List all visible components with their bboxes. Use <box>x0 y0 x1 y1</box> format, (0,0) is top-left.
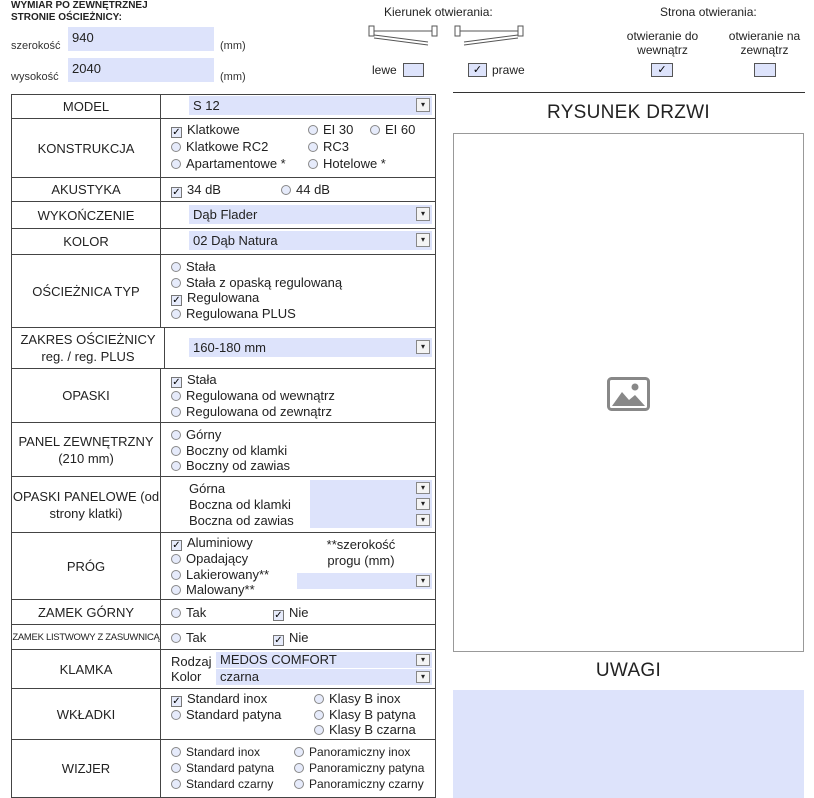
radio-button[interactable] <box>314 694 324 704</box>
panel-label: PANEL ZEWNĘTRZNY (210 mm) <box>12 423 161 476</box>
wizjer-option[interactable]: Panoramiczny czarny <box>294 777 424 792</box>
radio-button[interactable] <box>171 142 181 152</box>
opaski-panelowe-item-label: Boczna od klamki <box>189 497 291 512</box>
akustyka-label: AKUSTYKA <box>12 178 161 201</box>
side-outward-label: otwieranie na zewnątrz <box>728 29 801 57</box>
opaski-option[interactable]: ✓ Stała <box>172 372 217 388</box>
prog-width-select[interactable] <box>297 573 432 589</box>
wkladki-option[interactable]: ✓ Standard inox <box>172 691 268 707</box>
door-drawing-area <box>453 133 804 652</box>
klamka-label: KLAMKA <box>12 650 161 688</box>
wizjer-option[interactable]: Panoramiczny inox <box>294 745 410 760</box>
model-label: MODEL <box>12 95 161 118</box>
radio-button[interactable] <box>308 142 318 152</box>
radio-button[interactable] <box>314 710 324 720</box>
opaski-panelowe-klamka-select[interactable] <box>310 496 432 512</box>
wkladki-option[interactable]: Standard patyna <box>171 707 281 722</box>
row-konstrukcja <box>12 119 435 178</box>
model-value: S 12 <box>193 98 220 113</box>
uwagi-title: UWAGI <box>595 660 662 681</box>
radio-button[interactable] <box>171 461 181 471</box>
chevron-down-icon[interactable]: ▾ <box>416 514 430 526</box>
opaski-option[interactable]: Regulowana od zewnątrz <box>171 404 332 419</box>
row-opaski-panelowe <box>12 477 435 533</box>
radio-button[interactable] <box>171 585 181 595</box>
konstrukcja-option[interactable]: Apartamentowe * <box>171 156 286 171</box>
image-icon <box>607 377 650 411</box>
row-prog <box>12 533 435 600</box>
radio-button[interactable] <box>171 710 181 720</box>
wkladki-option[interactable]: Klasy B czarna <box>314 722 416 737</box>
radio-button[interactable] <box>171 430 181 440</box>
radio-button[interactable] <box>171 763 181 773</box>
checkbox-checked[interactable]: ✓ <box>274 610 283 621</box>
direction-right-label: prawe <box>492 63 525 77</box>
wkladki-option[interactable]: Klasy B inox <box>314 691 401 706</box>
side-title: Strona otwierania: <box>660 5 757 19</box>
zamek-listwowy-label: ZAMEK LISTWOWY Z ZASUWNICĄ <box>12 625 161 649</box>
radio-button[interactable] <box>171 747 181 757</box>
zamek-gorny-label: ZAMEK GÓRNY <box>12 600 161 624</box>
width-label: szerokość <box>11 40 61 52</box>
oscieznica-typ-label: OŚCIEŻNICA TYP <box>12 255 161 327</box>
opaski-panelowe-item-label: Boczna od zawias <box>189 513 294 528</box>
chevron-down-icon[interactable]: ▾ <box>416 482 430 494</box>
opaski-panelowe-gorna-select[interactable] <box>310 480 432 496</box>
wizjer-option[interactable]: Standard czarny <box>171 777 273 792</box>
height-label: wysokość <box>11 71 59 83</box>
checkbox-checked[interactable]: ✓ <box>172 696 181 707</box>
row-wizjer <box>12 740 435 797</box>
door-right-diagram <box>454 22 524 58</box>
chevron-down-icon[interactable]: ▾ <box>416 498 430 510</box>
radio-button[interactable] <box>171 407 181 417</box>
radio-button[interactable] <box>171 633 181 643</box>
klamka-kolor-select[interactable] <box>216 669 432 685</box>
row-zamek-listwowy <box>12 625 435 650</box>
uwagi-textarea[interactable] <box>453 690 804 798</box>
height-unit: (mm) <box>220 71 246 83</box>
zamek-gorny-option[interactable]: ✓ Nie <box>274 605 309 621</box>
direction-left-label: lewe <box>372 63 397 77</box>
radio-button[interactable] <box>171 554 181 564</box>
door-left-diagram <box>368 22 438 58</box>
klamka-kolor-label: Kolor <box>171 669 202 684</box>
klamka-kolor-value: czarna <box>220 669 260 684</box>
opaski-panelowe-label: OPASKI PANELOWE (od strony klatki) <box>12 477 161 532</box>
prog-option[interactable]: Opadający <box>171 551 248 566</box>
wizjer-option[interactable]: Standard inox <box>171 745 260 760</box>
row-zakres <box>12 328 435 369</box>
konstrukcja-option[interactable]: Klatkowe RC2 <box>171 139 268 154</box>
zakres-label: ZAKRES OŚCIEŻNICY reg. / reg. PLUS <box>12 328 165 368</box>
panel-option[interactable]: Boczny od zawias <box>171 458 290 473</box>
akustyka-option[interactable]: ✓ 34 dB <box>172 182 221 198</box>
oscieznica-option[interactable]: Stała z opaską regulowaną <box>171 275 342 290</box>
wykonczenie-select[interactable] <box>189 205 432 224</box>
radio-button[interactable] <box>294 763 304 773</box>
wykonczenie-value: Dąb Flader <box>193 207 258 222</box>
chevron-down-icon[interactable]: ▾ <box>416 340 430 354</box>
opaski-panelowe-item-label: Górna <box>189 481 226 496</box>
door-order-form <box>11 94 436 798</box>
prog-label: PRÓG <box>12 533 161 599</box>
zakres-select[interactable] <box>189 338 432 357</box>
chevron-down-icon[interactable]: ▾ <box>416 98 430 112</box>
row-panel <box>12 423 435 477</box>
radio-button[interactable] <box>171 391 181 401</box>
radio-button[interactable] <box>308 125 318 135</box>
dimensions-title: WYMIAR PO ZEWNĘTRZNEJ STRONIE OŚCIEŻNICY: <box>11 0 148 23</box>
klamka-rodzaj-select[interactable] <box>216 652 432 668</box>
drawing-title: RYSUNEK DRZWI <box>547 102 710 123</box>
side-inward-label: otwieranie do wewnątrz <box>626 29 699 57</box>
radio-button[interactable] <box>171 309 181 319</box>
row-wykonczenie <box>12 202 435 229</box>
direction-left-checkbox[interactable] <box>403 63 424 77</box>
zamek-gorny-option[interactable]: Tak <box>171 605 206 620</box>
radio-button[interactable] <box>171 159 181 169</box>
wkladki-label: WKŁADKI <box>12 689 161 739</box>
chevron-down-icon[interactable]: ▾ <box>416 207 430 221</box>
chevron-down-icon[interactable]: ▾ <box>416 671 430 683</box>
zamek-listwowy-option[interactable]: Tak <box>171 630 206 645</box>
chevron-down-icon[interactable]: ▾ <box>416 233 430 247</box>
side-outward-checkbox[interactable] <box>754 63 776 77</box>
row-klamka <box>12 650 435 689</box>
row-model <box>12 95 435 119</box>
direction-right-checkbox[interactable]: ✓ <box>468 63 487 77</box>
oscieznica-option[interactable]: ✓ Regulowana <box>172 290 260 306</box>
radio-button[interactable] <box>314 725 324 735</box>
kolor-value: 02 Dąb Natura <box>193 233 278 248</box>
direction-title: Kierunek otwierania: <box>384 5 493 19</box>
oscieznica-option[interactable]: Regulowana PLUS <box>171 306 296 321</box>
kolor-label: KOLOR <box>12 229 161 254</box>
oscieznica-option[interactable]: Stała <box>171 259 216 274</box>
zamek-listwowy-option[interactable]: ✓ Nie <box>274 630 309 646</box>
row-kolor <box>12 229 435 255</box>
radio-button[interactable] <box>171 570 181 580</box>
radio-button[interactable] <box>294 779 304 789</box>
radio-button[interactable] <box>308 159 318 169</box>
opaski-option[interactable]: Regulowana od wewnątrz <box>171 388 335 403</box>
wizjer-option[interactable]: Panoramiczny patyna <box>294 761 424 776</box>
panel-option[interactable]: Boczny od klamki <box>171 443 287 458</box>
konstrukcja-option[interactable]: RC3 <box>308 139 349 154</box>
prog-option[interactable]: ✓ Aluminiowy <box>172 535 253 551</box>
chevron-down-icon[interactable]: ▾ <box>416 575 430 587</box>
konstrukcja-option[interactable]: EI 60 <box>370 122 415 137</box>
row-oscieznica-typ <box>12 255 435 328</box>
konstrukcja-option[interactable]: ✓ Klatkowe <box>172 122 240 138</box>
height-input[interactable]: 2040 <box>68 58 214 82</box>
klamka-rodzaj-value: MEDOS COMFORT <box>220 652 337 667</box>
radio-button[interactable] <box>294 747 304 757</box>
wykonczenie-label: WYKOŃCZENIE <box>12 202 161 228</box>
checkbox-checked[interactable]: ✓ <box>274 635 283 646</box>
header-divider <box>453 92 805 93</box>
radio-button[interactable] <box>171 608 181 618</box>
row-zamek-gorny <box>12 600 435 625</box>
panel-option[interactable]: Górny <box>171 427 221 442</box>
kolor-select[interactable] <box>189 231 432 250</box>
row-wkladki <box>12 689 435 740</box>
width-input[interactable]: 940 <box>68 27 214 51</box>
opaski-panelowe-zawias-select[interactable] <box>310 512 432 528</box>
akustyka-option[interactable]: 44 dB <box>281 182 330 197</box>
radio-button[interactable] <box>171 278 181 288</box>
side-inward-checkbox[interactable]: ✓ <box>651 63 673 77</box>
checkbox-checked[interactable]: ✓ <box>172 540 181 551</box>
konstrukcja-option[interactable]: Hotelowe * <box>308 156 386 171</box>
radio-button[interactable] <box>171 262 181 272</box>
opaski-label: OPASKI <box>12 369 161 422</box>
prog-width-note: **szerokość progu (mm) <box>326 537 396 568</box>
zakres-value: 160-180 mm <box>193 340 266 355</box>
radio-button[interactable] <box>171 779 181 789</box>
wizjer-label: WIZJER <box>12 740 161 797</box>
checkbox-checked[interactable]: ✓ <box>172 127 181 138</box>
row-akustyka <box>12 178 435 202</box>
checkbox-checked[interactable]: ✓ <box>172 377 181 388</box>
wizjer-option[interactable]: Standard patyna <box>171 761 274 776</box>
row-opaski <box>12 369 435 423</box>
width-unit: (mm) <box>220 40 246 52</box>
model-select[interactable] <box>189 96 432 115</box>
prog-option[interactable]: Lakierowany** <box>171 567 269 582</box>
radio-button[interactable] <box>281 185 291 195</box>
radio-button[interactable] <box>370 125 380 135</box>
radio-button[interactable] <box>171 446 181 456</box>
checkbox-checked[interactable]: ✓ <box>172 187 181 198</box>
chevron-down-icon[interactable]: ▾ <box>416 654 430 666</box>
konstrukcja-label: KONSTRUKCJA <box>12 119 161 177</box>
klamka-rodzaj-label: Rodzaj <box>171 654 212 669</box>
checkbox-checked[interactable]: ✓ <box>172 295 181 306</box>
wkladki-option[interactable]: Klasy B patyna <box>314 707 416 722</box>
konstrukcja-option[interactable]: EI 30 <box>308 122 353 137</box>
prog-option[interactable]: Malowany** <box>171 582 255 597</box>
